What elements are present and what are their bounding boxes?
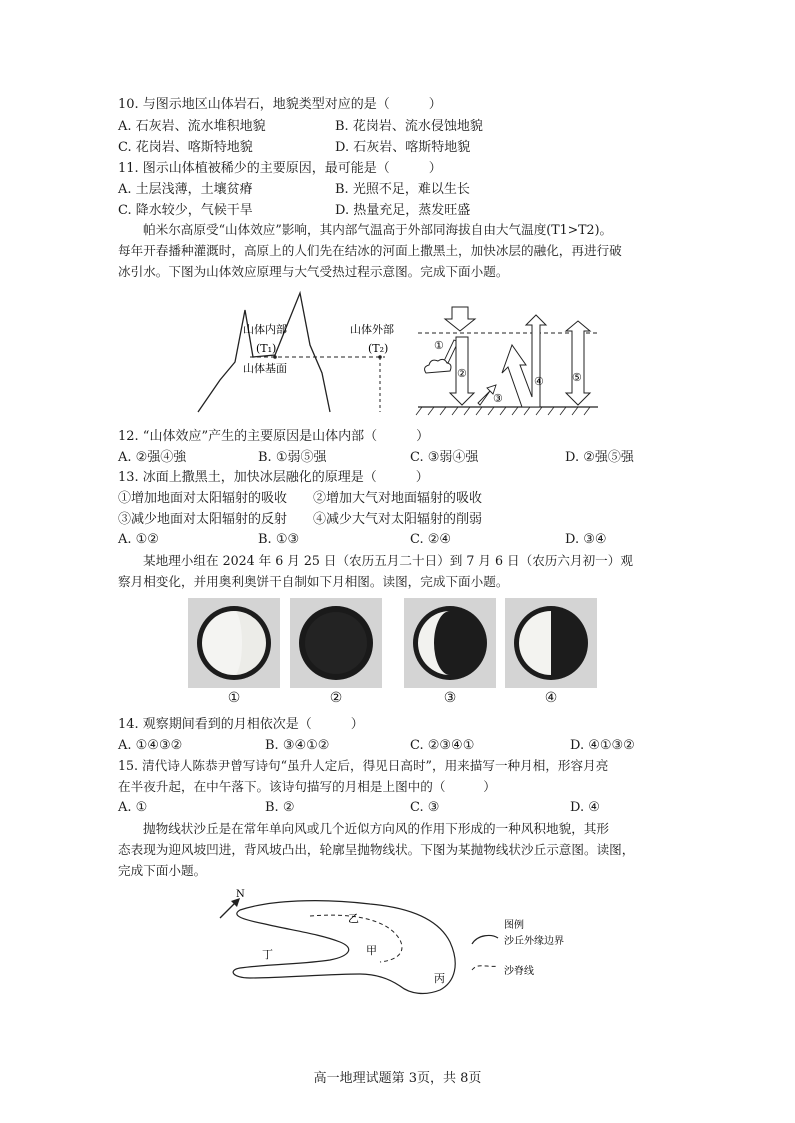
inner-temp: (T₁) [256, 342, 277, 355]
moon-3-image [404, 598, 496, 688]
q12-stem: 12. “山体效应”产生的主要原因是山体内部（ ） [118, 429, 430, 444]
north-arrow [220, 889, 245, 918]
q14-stem: 14. 观察期间看到的月相依次是（ ） [118, 717, 364, 732]
q15-option-a: A. ① [118, 800, 148, 815]
q15-line2: 在半夜升起，在中午落下。该诗句描写的月相是上图中的（ ） [118, 779, 496, 794]
q13-statement-2: ②增加大气对地面辐射的吸收 [313, 491, 483, 506]
label-ding: 丁 [262, 948, 273, 961]
north-label: N [236, 889, 245, 900]
q10-option-a: A. 石灰岩、流水堆积地貌 [118, 119, 266, 134]
q15-line1: 15. 清代诗人陈恭尹曾写诗句“虽升人定后，得见日高时”，用来描写一种月相，形容月亮 [118, 758, 609, 773]
q12-option-d: D. ②强⑤强 [565, 450, 634, 465]
arrow-3-label: ③ [493, 392, 503, 405]
outer-label: 山体外部 [350, 323, 394, 336]
intro1-line1: 帕米尔高原受“山体效应”影响，其内部气温高于外部同海拔自由大气温度(T1>T2)。 [143, 222, 613, 237]
q11-option-d: D. 热量充足，蒸发旺盛 [335, 203, 471, 218]
q10-option-b: B. 花岗岩、流水侵蚀地貌 [335, 119, 483, 134]
label-jia: 甲 [366, 944, 377, 957]
q13-statement-4: ④减少大气对太阳辐射的削弱 [313, 512, 483, 527]
moon-photo-3 [404, 598, 496, 688]
intro2-line1: 某地理小组在 2024 年 6 月 25 日（农历五月二十日）到 7 月 6 日（农历六月初一）观 [143, 553, 633, 568]
moon-2-image [290, 598, 382, 688]
q11-option-a: A. 土层浅薄，土壤贫瘠 [118, 182, 253, 197]
legend-title: 图例 [504, 920, 524, 931]
inner-label: 山体内部 [243, 323, 287, 336]
q14-option-d: D. ④①③② [570, 738, 635, 753]
arrow-4-label: ④ [534, 375, 544, 388]
intro1-line2: 每年开春播种灌溉时，高原上的人们先在结冰的河面上撒黑土，加快冰层的融化，再进行破 [118, 243, 622, 258]
q12-option-a: A. ②强④強 [118, 450, 187, 465]
q15-option-b: B. ② [265, 800, 295, 815]
parabolic-dune-figure [210, 882, 610, 1007]
legend-outer-label: 沙丘外缘边界 [504, 936, 564, 947]
arrow-1-label: ① [434, 339, 444, 352]
q13-stem: 13. 冰面上撒黑土，加快冰层融化的原理是（ ） [118, 470, 429, 485]
intro3-line3: 完成下面小题。 [118, 863, 207, 878]
q11-option-c: C. 降水较少，气候干旱 [118, 203, 253, 218]
q13-option-d: D. ③④ [565, 532, 607, 547]
moon-4-image [505, 598, 597, 688]
q10-option-d: D. 石灰岩、喀斯特地貌 [335, 140, 471, 155]
q14-option-a: A. ①④③② [118, 738, 183, 753]
q13-statement-3: ③减少地面对太阳辐射的反射 [118, 512, 288, 527]
moon-photo-1 [188, 598, 280, 688]
q10-stem: 10. 与图示地区山体岩石，地貌类型对应的是（ ） [118, 97, 442, 112]
q15-option-d: D. ④ [570, 800, 600, 815]
q11-option-b: B. 光照不足，难以生长 [335, 182, 470, 197]
q13-option-c: C. ②④ [410, 532, 452, 547]
intro2-line2: 察月相变化，并用奥利奥饼干自制如下月相图。读图，完成下面小题。 [118, 574, 509, 589]
moon-label-1: ① [227, 690, 241, 706]
outer-temp: (T₂) [368, 342, 389, 355]
label-yi: 乙 [348, 912, 359, 925]
q13-option-a: A. ①② [118, 532, 159, 547]
intro1-line3: 冰引水。下图为山体效应原理与大气受热过程示意图。完成下面小题。 [118, 264, 509, 279]
q13-option-b: B. ①③ [258, 532, 300, 547]
heating-diagram [416, 307, 598, 415]
moon-label-2: ② [329, 690, 343, 706]
moon-label-4: ④ [544, 690, 558, 706]
q12-option-c: C. ③弱④强 [410, 450, 479, 465]
label-bing: 丙 [434, 972, 445, 985]
legend [472, 918, 564, 977]
intro3-line1: 抛物线状沙丘是在常年单向风或几个近似方向风的作用下形成的一种风积地貌，其形 [143, 821, 609, 836]
arrow-2-label: ② [457, 367, 467, 380]
moon-photo-2 [290, 598, 382, 688]
moon-1-image [188, 598, 280, 688]
q14-option-b: B. ③④①② [265, 738, 330, 753]
mountain-effect-figure [190, 285, 610, 420]
legend-ridge-label: 沙脊线 [504, 966, 534, 977]
base-label: 山体基面 [243, 362, 287, 375]
moon-photo-4 [505, 598, 597, 688]
moon-label-3: ③ [443, 690, 457, 706]
arrow-5-label: ⑤ [572, 371, 582, 384]
q10-option-c: C. 花岗岩、喀斯特地貌 [118, 140, 253, 155]
q12-option-b: B. ①弱⑤强 [258, 450, 327, 465]
mountain-diagram [198, 293, 394, 412]
intro3-line2: 态表现为迎风坡凹进，背风坡凸出，轮廓呈抛物线状。下图为某抛物线状沙丘示意图。读图， [118, 842, 635, 857]
q15-option-c: C. ③ [410, 800, 440, 815]
q14-option-c: C. ②③④① [410, 738, 475, 753]
q11-stem: 11. 图示山体植被稀少的主要原因，最可能是（ ） [118, 161, 442, 176]
page-footer: 高一地理试题第 3页，共 8页 [313, 1071, 482, 1086]
q13-statement-1: ①增加地面对太阳辐射的吸收 [118, 491, 288, 506]
